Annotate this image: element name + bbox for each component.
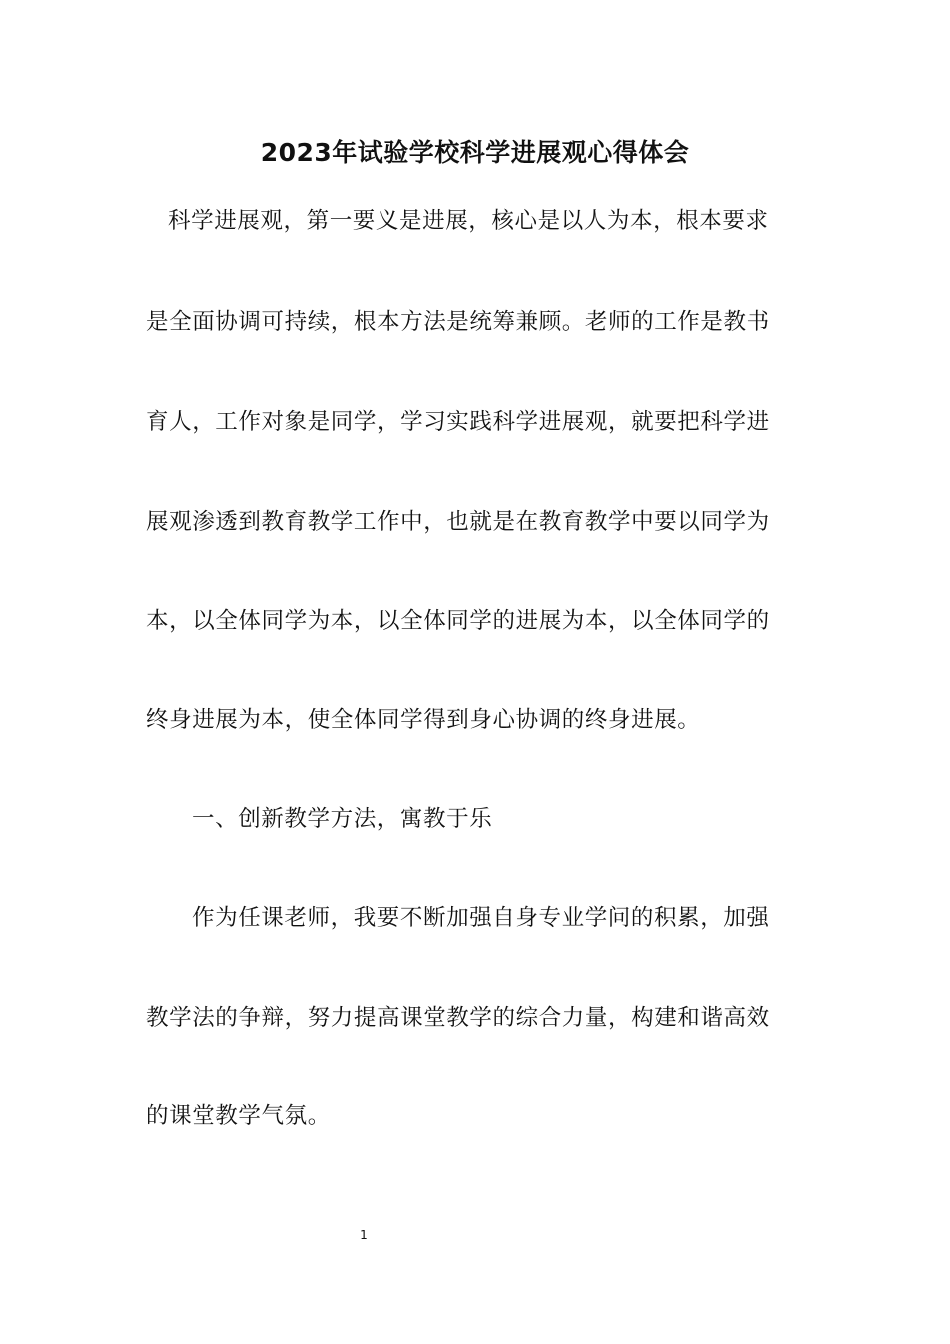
paragraph-line: 是全面协调可持续，根本方法是统筹兼顾。老师的工作是教书 (146, 309, 770, 335)
paragraph-line: 的课堂教学气氛。 (146, 1103, 331, 1129)
section-heading: 一、创新教学方法，寓教于乐 (192, 806, 493, 832)
paragraph-line: 展观渗透到教育教学工作中，也就是在教育教学中要以同学为 (146, 509, 770, 535)
paragraph-line: 教学法的争辩，努力提高课堂教学的综合力量，构建和谐高效 (146, 1005, 770, 1031)
document-title: 2023年试验学校科学进展观心得体会 (260, 138, 690, 167)
paragraph-line: 育人，工作对象是同学，学习实践科学进展观，就要把科学进 (146, 409, 770, 435)
paragraph-line: 终身进展为本，使全体同学得到身心协调的终身进展。 (146, 707, 701, 733)
paragraph-line: 作为任课老师，我要不断加强自身专业学问的积累，加强 (192, 905, 770, 931)
paragraph-line: 科学进展观，第一要义是进展，核心是以人为本，根本要求 (168, 208, 769, 234)
page-number: 1 (360, 1228, 368, 1242)
paragraph-line: 本，以全体同学为本，以全体同学的进展为本，以全体同学的 (146, 608, 770, 634)
